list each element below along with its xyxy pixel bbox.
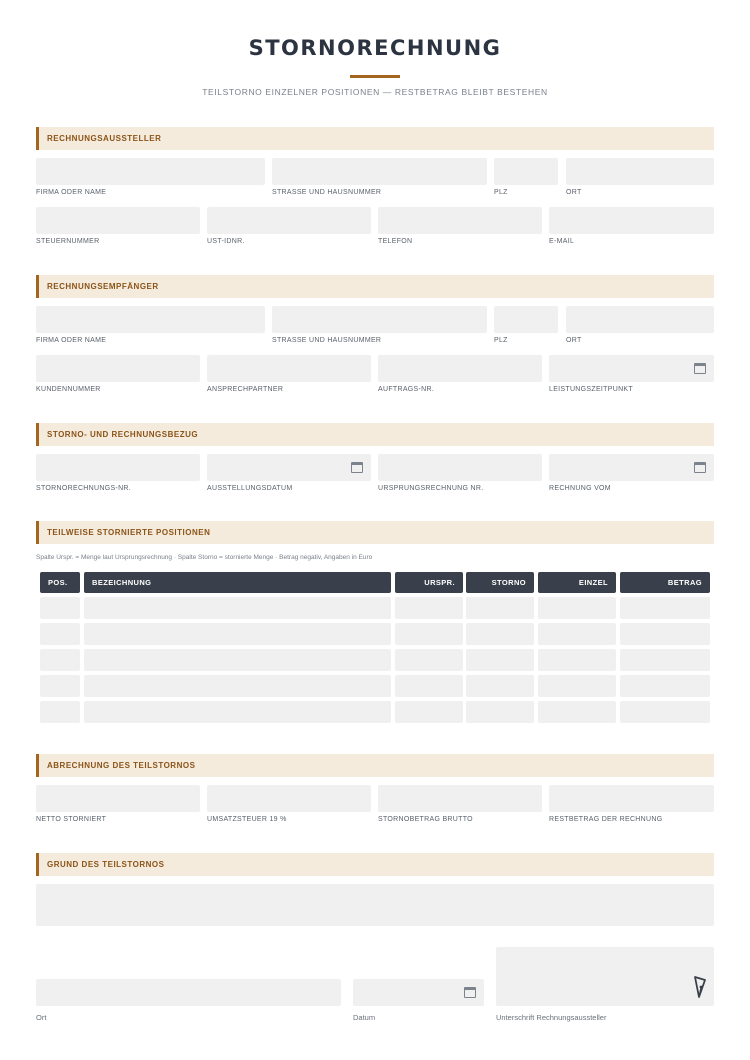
section-header-bezug: STORNO- UND RECHNUNGSBEZUG [36,423,714,446]
einzel-cell[interactable] [538,675,616,697]
field-label: ORT [566,189,582,196]
ausstellungsdatum-date-field[interactable] [207,454,371,481]
storno-cell[interactable] [466,675,534,697]
field-label: STORNORECHNUNGS-NR. [36,485,132,492]
section-header-positionen: TEILWEISE STORNIERTE POSITIONEN [36,521,714,544]
restbetrag-field[interactable] [549,785,714,812]
column-header-bezeichnung: BEZEICHNUNG [84,572,391,593]
field-label: E-MAIL [549,238,575,245]
urspr-cell[interactable] [395,675,463,697]
field-label: STORNOBETRAG BRUTTO [378,816,473,823]
field-label: URSPRUNGSRECHNUNG NR. [378,485,484,492]
bezeichnung-cell[interactable] [84,649,391,671]
field-label: UST-IDNR. [207,238,245,245]
section-header-aussteller: RECHNUNGSAUSSTELLER [36,127,714,150]
storno-cell[interactable] [466,623,534,645]
aussteller-strasse-field[interactable] [272,158,487,185]
empfaenger-plz-field[interactable] [494,306,558,333]
betrag-cell[interactable] [620,623,710,645]
ursprungsrechnungnr-field[interactable] [378,454,542,481]
field-label: RECHNUNG VOM [549,485,611,492]
pen-icon [692,975,708,999]
urspr-cell[interactable] [395,623,463,645]
bezeichnung-cell[interactable] [84,675,391,697]
storno-cell[interactable] [466,597,534,619]
field-label: STRASSE UND HAUSNUMMER [272,337,382,344]
betrag-cell[interactable] [620,649,710,671]
aussteller-email-field[interactable] [549,207,714,234]
column-header-urspr: URSPR. [395,572,463,593]
field-label: PLZ [494,337,508,344]
stornobetrag-brutto-field[interactable] [378,785,542,812]
betrag-cell[interactable] [620,675,710,697]
field-label: RESTBETRAG DER RECHNUNG [549,816,663,823]
bezeichnung-cell[interactable] [84,701,391,723]
field-label: LEISTUNGSZEITPUNKT [549,386,633,393]
datum-label: Datum [353,1013,376,1022]
empfaenger-ansprechpartner-field[interactable] [207,355,371,382]
field-label: STRASSE UND HAUSNUMMER [272,189,382,196]
ort-field[interactable] [36,979,341,1006]
aussteller-steuernummer-field[interactable] [36,207,200,234]
field-label: ANSPRECHPARTNER [207,386,284,393]
field-label: KUNDENNUMMER [36,386,101,393]
field-label: UMSATZSTEUER 19 % [207,816,287,823]
title-underline [350,75,400,78]
column-header-pos: POS. [40,572,80,593]
section-header-abrechnung: ABRECHNUNG DES TEILSTORNOS [36,754,714,777]
einzel-cell[interactable] [538,623,616,645]
document-subtitle: TEILSTORNO EINZELNER POSITIONEN — RESTBETRAG BLEIBT BESTEHEN [202,87,548,97]
table-note: Spalte Urspr. = Menge laut Ursprungsrechnung · Spalte Storno = stornierte Menge · Betrag negativ, Angaben in Euro [36,554,373,561]
empfaenger-strasse-field[interactable] [272,306,487,333]
bezeichnung-cell[interactable] [84,623,391,645]
calendar-icon[interactable] [351,462,363,473]
section-header-grund: GRUND DES TEILSTORNOS [36,853,714,876]
empfaenger-firma-field[interactable] [36,306,265,333]
bezeichnung-cell[interactable] [84,597,391,619]
storno-cell[interactable] [466,649,534,671]
aussteller-telefon-field[interactable] [378,207,542,234]
aussteller-ustid-field[interactable] [207,207,371,234]
signature-field[interactable] [496,947,714,1006]
leistungszeitpunkt-date-field[interactable] [549,355,714,382]
stornorechnungsnr-field[interactable] [36,454,200,481]
einzel-cell[interactable] [538,701,616,723]
field-label: ORT [566,337,582,344]
section-header-empfaenger: RECHNUNGSEMPFÄNGER [36,275,714,298]
urspr-cell[interactable] [395,701,463,723]
field-label: TELEFON [378,238,413,245]
pos-cell[interactable] [40,675,80,697]
aussteller-firma-field[interactable] [36,158,265,185]
calendar-icon[interactable] [694,363,706,374]
field-label: PLZ [494,189,508,196]
field-label: NETTO STORNIERT [36,816,107,823]
pos-cell[interactable] [40,623,80,645]
column-header-storno: STORNO [466,572,534,593]
urspr-cell[interactable] [395,649,463,671]
field-label: STEUERNUMMER [36,238,100,245]
field-label: FIRMA ODER NAME [36,337,107,344]
pos-cell[interactable] [40,701,80,723]
field-label: AUSSTELLUNGSDATUM [207,485,293,492]
grund-textarea[interactable] [36,884,714,926]
aussteller-plz-field[interactable] [494,158,558,185]
field-label: FIRMA ODER NAME [36,189,107,196]
datum-date-field[interactable] [353,979,484,1006]
pos-cell[interactable] [40,597,80,619]
empfaenger-ort-field[interactable] [566,306,714,333]
empfaenger-auftragsnr-field[interactable] [378,355,542,382]
pos-cell[interactable] [40,649,80,671]
ort-label: Ort [36,1013,47,1022]
urspr-cell[interactable] [395,597,463,619]
umsatzsteuer-field[interactable] [207,785,371,812]
betrag-cell[interactable] [620,597,710,619]
storno-cell[interactable] [466,701,534,723]
calendar-icon[interactable] [694,462,706,473]
einzel-cell[interactable] [538,649,616,671]
column-header-betrag: BETRAG [620,572,710,593]
document-title: STORNORECHNUNG [248,36,502,60]
column-header-einzel: EINZEL [538,572,616,593]
betrag-cell[interactable] [620,701,710,723]
empfaenger-kundennummer-field[interactable] [36,355,200,382]
netto-storniert-field[interactable] [36,785,200,812]
signature-label: Unterschrift Rechnungsaussteller [496,1013,607,1022]
einzel-cell[interactable] [538,597,616,619]
calendar-icon[interactable] [464,987,476,998]
field-label: AUFTRAGS-NR. [378,386,435,393]
rechnung-vom-date-field[interactable] [549,454,714,481]
aussteller-ort-field[interactable] [566,158,714,185]
